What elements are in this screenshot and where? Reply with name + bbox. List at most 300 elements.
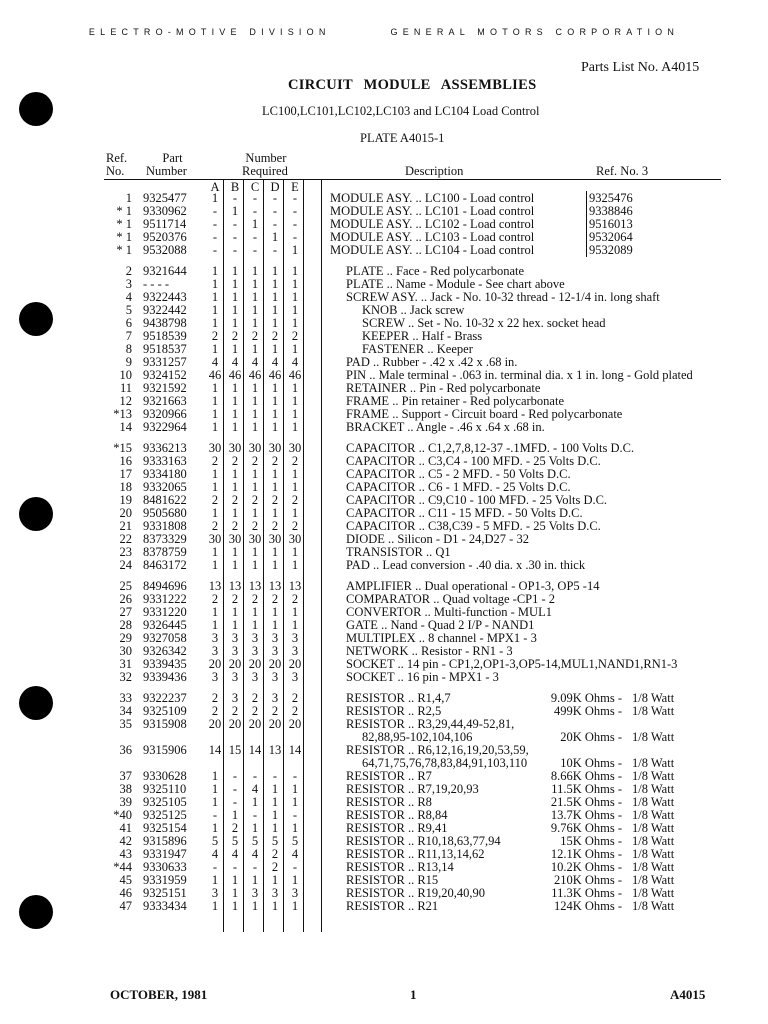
row-part-number: 8378759 <box>143 545 187 559</box>
header-rule <box>104 179 721 180</box>
row-part-number: 9339435 <box>143 657 187 671</box>
row-wattage: 1/8 Watt <box>632 847 675 861</box>
row-qty-b: 2 <box>231 592 239 606</box>
row-qty-c: 1 <box>251 342 259 356</box>
row-qty-d: 1 <box>271 545 279 559</box>
col-desc-header: Description <box>405 164 464 178</box>
row-qty-e: 1 <box>291 290 299 304</box>
row-ref-no-3: 9532064 <box>589 230 633 244</box>
row-qty-c: 1 <box>251 381 259 395</box>
row-description: RESISTOR .. R10,18,63,77,94 <box>346 834 501 848</box>
row-qty-d: 1 <box>271 808 279 822</box>
row-qty-a: 2 <box>211 454 219 468</box>
row-qty-e: 4 <box>291 355 299 369</box>
row-qty-c: - <box>252 191 258 205</box>
row-description: SOCKET .. 16 pin - MPX1 - 3 <box>346 670 499 684</box>
row-qty-d: 1 <box>271 316 279 330</box>
row-part-number: 9321592 <box>143 381 187 395</box>
row-qty-e: 3 <box>291 886 299 900</box>
row-qty-b: - <box>232 795 238 809</box>
row-qty-a: 30 <box>208 441 222 455</box>
row-ref-no: 14 <box>119 420 132 434</box>
row-ref-no-3: 9338846 <box>589 204 633 218</box>
variant-letter-b: B <box>230 180 240 194</box>
row-qty-e: 20 <box>288 717 302 731</box>
row-ref-no-3: 9325476 <box>589 191 633 205</box>
row-ref-no: 34 <box>119 704 132 718</box>
row-ref-no: 45 <box>119 873 132 887</box>
row-ref-no: 39 <box>119 795 132 809</box>
row-part-number: 9438798 <box>143 316 187 330</box>
row-description: MODULE ASY. .. LC100 - Load control <box>330 191 535 205</box>
row-qty-e: 1 <box>291 558 299 572</box>
row-ref-no: 37 <box>119 769 132 783</box>
row-qty-d: 2 <box>271 329 279 343</box>
row-resistance: 210K Ohms - <box>553 873 622 887</box>
row-qty-a: 1 <box>211 467 219 481</box>
row-resistance: 12.1K Ohms - <box>550 847 622 861</box>
row-qty-e: 1 <box>291 420 299 434</box>
row-part-number: 9330628 <box>143 769 187 783</box>
col-ref3-header: Ref. No. 3 <box>596 164 649 178</box>
row-qty-d: 1 <box>271 782 279 796</box>
company-header <box>0 27 768 37</box>
row-qty-b: 1 <box>231 264 239 278</box>
row-qty-e: 1 <box>291 782 299 796</box>
row-part-number: 9331959 <box>143 873 187 887</box>
row-part-number: 9518539 <box>143 329 187 343</box>
row-qty-d: 1 <box>271 303 279 317</box>
row-qty-e: 3 <box>291 670 299 684</box>
row-qty-d: 1 <box>271 407 279 421</box>
row-ref-no: 25 <box>119 579 132 593</box>
row-qty-c: 1 <box>251 558 259 572</box>
row-qty-e: 2 <box>291 454 299 468</box>
row-qty-b: 1 <box>231 886 239 900</box>
row-ref-no: 47 <box>119 899 132 913</box>
row-description: KEEPER .. Half - Brass <box>362 329 483 343</box>
row-qty-b: 3 <box>231 644 239 658</box>
row-ref-no: 9 <box>125 355 132 369</box>
variant-letter-a: A <box>210 180 220 194</box>
row-qty-e: 46 <box>288 368 302 382</box>
row-qty-a: - <box>212 808 218 822</box>
row-qty-e: 2 <box>291 592 299 606</box>
plate-number: PLATE A4015-1 <box>360 131 445 145</box>
row-qty-c: 1 <box>251 316 259 330</box>
row-qty-b: 1 <box>231 467 239 481</box>
row-qty-c: 4 <box>251 847 259 861</box>
row-resistance: 15K Ohms - <box>560 834 622 848</box>
row-qty-c: 5 <box>251 834 259 848</box>
row-qty-a: 2 <box>211 691 219 705</box>
row-part-number: 9336213 <box>143 441 187 455</box>
row-qty-d: 2 <box>271 847 279 861</box>
row-part-number: 9322964 <box>143 420 187 434</box>
row-qty-d: 1 <box>271 618 279 632</box>
row-qty-c: 4 <box>251 355 259 369</box>
row-ref-no: *13 <box>113 407 132 421</box>
row-ref-no: 27 <box>119 605 132 619</box>
row-qty-c: 1 <box>251 795 259 809</box>
row-qty-a: 1 <box>211 821 219 835</box>
row-qty-c: 1 <box>251 899 259 913</box>
row-qty-a: 1 <box>211 394 219 408</box>
row-qty-a: - <box>212 217 218 231</box>
row-qty-a: 1 <box>211 618 219 632</box>
row-ref-no: 41 <box>119 821 132 835</box>
row-description: FASTENER .. Keeper <box>362 342 473 356</box>
row-description: PIN .. Male terminal - .063 in. terminal dia. x 1 in. long - Gold plated <box>346 368 693 382</box>
row-qty-b: 1 <box>231 873 239 887</box>
row-description: SOCKET .. 14 pin - CP1,2,OP1-3,OP5-14,MUL1,NAND1,RN1-3 <box>346 657 678 671</box>
row-qty-e: - <box>292 191 298 205</box>
row-part-number: 9339436 <box>143 670 187 684</box>
row-description: SCREW .. Set - No. 10-32 x 22 hex. socket head <box>362 316 606 330</box>
row-qty-b: 4 <box>231 847 239 861</box>
row-qty-a: 2 <box>211 592 219 606</box>
row-qty-e: 1 <box>291 506 299 520</box>
row-ref-no: 10 <box>119 368 132 382</box>
row-resistance: 10K Ohms - <box>560 756 622 770</box>
row-part-number: 9325125 <box>143 808 187 822</box>
row-qty-c: 2 <box>251 493 259 507</box>
row-description: RESISTOR .. R15 <box>346 873 439 887</box>
row-qty-c: - <box>252 860 258 874</box>
row-qty-d: 1 <box>271 467 279 481</box>
row-part-number: 9331222 <box>143 592 187 606</box>
row-resistance: 11.3K Ohms - <box>551 886 622 900</box>
row-qty-a: 1 <box>211 795 219 809</box>
row-description: FRAME .. Support - Circuit board - Red polycarbonate <box>346 407 623 421</box>
row-qty-e: 1 <box>291 243 299 257</box>
row-qty-e: 1 <box>291 394 299 408</box>
row-qty-e: 3 <box>291 644 299 658</box>
row-qty-e: 2 <box>291 329 299 343</box>
row-description: COMPARATOR .. Quad voltage -CP1 - 2 <box>346 592 556 606</box>
row-qty-a: 5 <box>211 834 219 848</box>
row-description: CAPACITOR .. C3,C4 - 100 MFD. - 25 Volts D.C. <box>346 454 601 468</box>
row-ref-no: * 1 <box>116 243 132 257</box>
row-qty-c: 1 <box>251 821 259 835</box>
row-resistance: 20K Ohms - <box>560 730 622 744</box>
row-qty-e: 1 <box>291 407 299 421</box>
row-qty-c: 4 <box>251 782 259 796</box>
row-qty-b: 2 <box>231 519 239 533</box>
row-part-number: 9532088 <box>143 243 187 257</box>
table-row <box>0 559 768 572</box>
row-ref-no: 11 <box>119 381 132 395</box>
row-qty-e: 3 <box>291 631 299 645</box>
row-qty-b: 15 <box>228 743 242 757</box>
row-qty-d: 1 <box>271 899 279 913</box>
row-description: PLATE .. Name - Module - See chart above <box>346 277 565 291</box>
col-part-header <box>146 152 187 178</box>
row-qty-e: 1 <box>291 618 299 632</box>
row-qty-b: 1 <box>231 545 239 559</box>
row-qty-c: 2 <box>251 704 259 718</box>
row-description: RESISTOR .. R7 <box>346 769 432 783</box>
row-ref-no: 33 <box>119 691 132 705</box>
row-qty-c: 1 <box>251 480 259 494</box>
row-ref-no: 21 <box>119 519 132 533</box>
row-qty-d: 1 <box>271 558 279 572</box>
row-description: RESISTOR .. R8,84 <box>346 808 448 822</box>
row-qty-b: 4 <box>231 355 239 369</box>
row-qty-c: 2 <box>251 691 259 705</box>
row-ref-no: 35 <box>119 717 132 731</box>
row-ref-no: 16 <box>119 454 132 468</box>
row-qty-e: 1 <box>291 277 299 291</box>
row-qty-e: 1 <box>291 821 299 835</box>
page-subtitle: LC100,LC101,LC102,LC103 and LC104 Load Control <box>262 104 540 118</box>
row-qty-b: 20 <box>228 717 242 731</box>
row-qty-e: - <box>292 860 298 874</box>
row-qty-e: 2 <box>291 704 299 718</box>
row-qty-b: 2 <box>231 704 239 718</box>
row-qty-d: 1 <box>271 230 279 244</box>
row-qty-a: 1 <box>211 420 219 434</box>
row-qty-c: 2 <box>251 592 259 606</box>
row-qty-b: 1 <box>231 506 239 520</box>
row-qty-a: 1 <box>211 506 219 520</box>
row-description: 64,71,75,76,78,83,84,91,103,110 <box>362 756 528 770</box>
row-qty-c: - <box>252 808 258 822</box>
row-description: MULTIPLEX .. 8 channel - MPX1 - 3 <box>346 631 537 645</box>
row-qty-e: 1 <box>291 873 299 887</box>
row-wattage: 1/8 Watt <box>632 782 675 796</box>
row-qty-c: 1 <box>251 420 259 434</box>
row-qty-d: 1 <box>271 342 279 356</box>
row-qty-e: 1 <box>291 467 299 481</box>
binder-hole-1 <box>19 92 53 126</box>
row-ref-no: 38 <box>119 782 132 796</box>
row-qty-b: 13 <box>228 579 242 593</box>
row-qty-c: 2 <box>251 454 259 468</box>
row-qty-c: 13 <box>248 579 262 593</box>
row-qty-d: 30 <box>268 441 282 455</box>
row-qty-a: 3 <box>211 631 219 645</box>
row-qty-b: 1 <box>231 558 239 572</box>
row-qty-d: 1 <box>271 277 279 291</box>
row-wattage: 1/8 Watt <box>632 691 675 705</box>
row-qty-e: - <box>292 230 298 244</box>
row-part-number: 9321663 <box>143 394 187 408</box>
row-description: RETAINER .. Pin - Red polycarbonate <box>346 381 541 395</box>
row-qty-b: 1 <box>231 618 239 632</box>
row-qty-a: 3 <box>211 670 219 684</box>
row-ref-no: 3 <box>125 277 132 291</box>
row-qty-a: 1 <box>211 290 219 304</box>
row-qty-c: 20 <box>248 657 262 671</box>
row-wattage: 1/8 Watt <box>632 756 675 770</box>
row-description: BRACKET .. Angle - .46 x .64 x .68 in. <box>346 420 545 434</box>
row-qty-e: 1 <box>291 264 299 278</box>
variant-letter-e: E <box>291 180 299 194</box>
row-qty-a: 1 <box>211 303 219 317</box>
row-part-number: 9322443 <box>143 290 187 304</box>
row-part-number: 9322442 <box>143 303 187 317</box>
row-qty-c: 1 <box>251 264 259 278</box>
row-qty-a: 13 <box>208 579 222 593</box>
row-part-number: 9325109 <box>143 704 187 718</box>
row-qty-c: 1 <box>251 605 259 619</box>
row-qty-e: - <box>292 808 298 822</box>
row-qty-d: 4 <box>271 355 279 369</box>
row-qty-a: 1 <box>211 558 219 572</box>
row-description: CAPACITOR .. C11 - 15 MFD. - 50 Volts D.C. <box>346 506 583 520</box>
row-ref-no: 43 <box>119 847 132 861</box>
row-qty-a: 3 <box>211 886 219 900</box>
row-qty-a: 2 <box>211 519 219 533</box>
row-qty-b: 1 <box>231 407 239 421</box>
row-qty-d: 3 <box>271 691 279 705</box>
row-ref-no: 2 <box>125 264 132 278</box>
row-qty-a: - <box>212 860 218 874</box>
row-qty-d: 3 <box>271 631 279 645</box>
row-ref-no: *15 <box>113 441 132 455</box>
row-qty-d: 1 <box>271 420 279 434</box>
row-qty-a: - <box>212 243 218 257</box>
row-part-number: 8373329 <box>143 532 187 546</box>
row-description: PLATE .. Face - Red polycarbonate <box>346 264 525 278</box>
row-wattage: 1/8 Watt <box>632 834 675 848</box>
row-ref-no: 28 <box>119 618 132 632</box>
row-qty-e: - <box>292 217 298 231</box>
row-ref-no: 6 <box>125 316 132 330</box>
row-part-number: 9322237 <box>143 691 187 705</box>
row-qty-b: - <box>232 217 238 231</box>
row-qty-b: 3 <box>231 691 239 705</box>
row-resistance: 21.5K Ohms - <box>550 795 622 809</box>
row-qty-e: 4 <box>291 847 299 861</box>
row-qty-c: 14 <box>248 743 262 757</box>
row-qty-b: 1 <box>231 420 239 434</box>
row-qty-d: 20 <box>268 657 282 671</box>
row-qty-d: 1 <box>271 381 279 395</box>
row-qty-e: 1 <box>291 303 299 317</box>
row-description: GATE .. Nand - Quad 2 I/P - NAND1 <box>346 618 535 632</box>
row-description: RESISTOR .. R8 <box>346 795 432 809</box>
row-part-number: 9333163 <box>143 454 187 468</box>
row-description: KNOB .. Jack screw <box>362 303 465 317</box>
row-ref-no: 1 <box>125 191 132 205</box>
row-qty-a: 4 <box>211 355 219 369</box>
row-qty-d: 2 <box>271 519 279 533</box>
row-resistance: 124K Ohms - <box>553 899 622 913</box>
row-qty-a: 20 <box>208 657 222 671</box>
table-row <box>0 244 768 257</box>
row-qty-a: 1 <box>211 407 219 421</box>
row-qty-d: 1 <box>271 480 279 494</box>
row-ref-no: 26 <box>119 592 132 606</box>
row-description: TRANSISTOR .. Q1 <box>346 545 451 559</box>
row-resistance: 9.09K Ohms - <box>550 691 622 705</box>
row-qty-a: 1 <box>211 605 219 619</box>
col-number-line1: Number <box>245 151 287 165</box>
variant-letter-d: D <box>270 180 280 194</box>
row-resistance: 9.76K Ohms - <box>550 821 622 835</box>
row-qty-b: 1 <box>231 808 239 822</box>
row-part-number: 9333434 <box>143 899 187 913</box>
row-qty-c: - <box>252 230 258 244</box>
row-part-number: 8481622 <box>143 493 187 507</box>
row-part-number: 9324152 <box>143 368 187 382</box>
row-part-number: 9331220 <box>143 605 187 619</box>
row-qty-e: 2 <box>291 691 299 705</box>
row-qty-d: 1 <box>271 264 279 278</box>
row-ref-no: 19 <box>119 493 132 507</box>
row-wattage: 1/8 Watt <box>632 730 675 744</box>
row-description: RESISTOR .. R7,19,20,93 <box>346 782 479 796</box>
row-wattage: 1/8 Watt <box>632 821 675 835</box>
row-description: MODULE ASY. .. LC103 - Load control <box>330 230 535 244</box>
row-qty-d: 1 <box>271 873 279 887</box>
corporation-name: GENERAL MOTORS CORPORATION <box>390 27 680 37</box>
row-qty-b: 1 <box>231 204 239 218</box>
row-ref-no-3: 9516013 <box>589 217 633 231</box>
row-ref-no: 36 <box>119 743 132 757</box>
footer-date: OCTOBER, 1981 <box>110 987 208 1002</box>
row-qty-d: 2 <box>271 860 279 874</box>
col-ref-line2: No. <box>106 164 125 178</box>
row-qty-c: 2 <box>251 519 259 533</box>
row-part-number: 9520376 <box>143 230 187 244</box>
row-part-number: 9320966 <box>143 407 187 421</box>
row-qty-e: 30 <box>288 441 302 455</box>
row-wattage: 1/8 Watt <box>632 886 675 900</box>
row-qty-c: 20 <box>248 717 262 731</box>
row-qty-b: 30 <box>228 532 242 546</box>
row-part-number: 9505680 <box>143 506 187 520</box>
row-resistance: 499K Ohms - <box>553 704 622 718</box>
row-qty-d: - <box>272 769 278 783</box>
row-description: CAPACITOR .. C5 - 2 MFD. - 50 Volts D.C. <box>346 467 571 481</box>
row-part-number: 8463172 <box>143 558 187 572</box>
row-part-number: 9326342 <box>143 644 187 658</box>
row-qty-e: 1 <box>291 545 299 559</box>
row-qty-a: 1 <box>211 782 219 796</box>
footer-code: A4015 <box>670 987 706 1002</box>
row-qty-b: - <box>232 860 238 874</box>
row-qty-c: 2 <box>251 329 259 343</box>
row-ref-no: 42 <box>119 834 132 848</box>
row-ref-no: * 1 <box>116 230 132 244</box>
row-resistance: 13.7K Ohms - <box>550 808 622 822</box>
row-description: RESISTOR .. R9,41 <box>346 821 448 835</box>
row-description: RESISTOR .. R6,12,16,19,20,53,59, <box>346 743 529 757</box>
row-ref-no: 20 <box>119 506 132 520</box>
row-qty-e: 30 <box>288 532 302 546</box>
row-qty-c: - <box>252 769 258 783</box>
row-ref-no: 23 <box>119 545 132 559</box>
row-ref-no: 22 <box>119 532 132 546</box>
row-description: NETWORK .. Resistor - RN1 - 3 <box>346 644 513 658</box>
row-description: CAPACITOR .. C38,C39 - 5 MFD. - 25 Volts D.C. <box>346 519 601 533</box>
row-qty-d: - <box>272 243 278 257</box>
row-qty-c: 3 <box>251 644 259 658</box>
row-qty-a: 3 <box>211 644 219 658</box>
row-ref-no: 4 <box>125 290 132 304</box>
row-qty-a: 4 <box>211 847 219 861</box>
row-description: AMPLIFIER .. Dual operational - OP1-3, OP5 -14 <box>346 579 600 593</box>
row-part-number: 9331257 <box>143 355 187 369</box>
row-qty-e: 2 <box>291 519 299 533</box>
row-part-number: 9315906 <box>143 743 187 757</box>
row-qty-d: 30 <box>268 532 282 546</box>
row-qty-b: - <box>232 243 238 257</box>
parts-list-number: Parts List No. A4015 <box>581 60 700 75</box>
